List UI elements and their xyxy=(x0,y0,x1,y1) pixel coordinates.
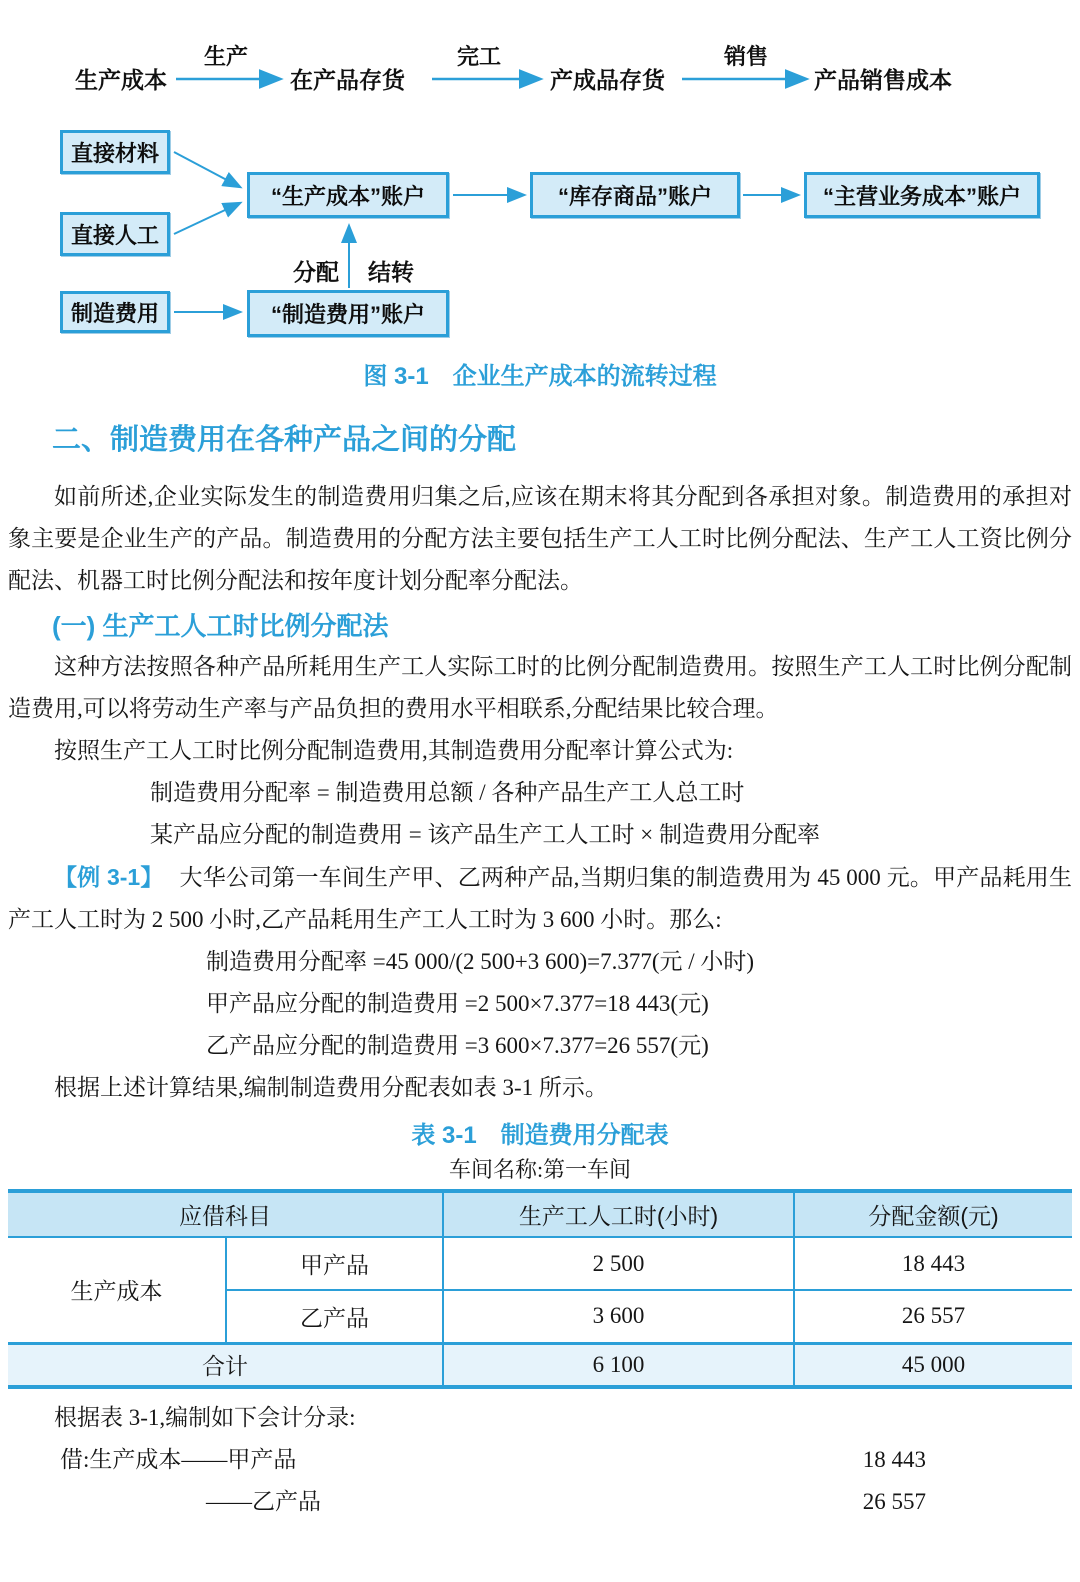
header-allocated-amount: 分配金额(元) xyxy=(794,1191,1072,1237)
formula-allocation-rate: 制造费用分配率 = 制造费用总额 / 各种产品生产工人总工时 xyxy=(150,780,745,805)
formula-product-allocation: 某产品应分配的制造费用 = 该产品生产工人工时 × 制造费用分配率 xyxy=(150,822,820,847)
entry-debit-product-a: 借:生产成本——甲产品 xyxy=(60,1447,297,1472)
flow-node-cost-of-sales: 产品销售成本 xyxy=(814,67,952,93)
cell-amount: 26 557 xyxy=(794,1290,1072,1343)
labor-to-cost-arrow xyxy=(174,203,240,234)
flow-node-finished-goods: 产成品存货 xyxy=(550,67,665,93)
box-direct-labor: 直接人工 xyxy=(60,212,170,256)
calc-product-a: 甲产品应分配的制造费用 =2 500×7.377=18 443(元) xyxy=(206,991,709,1016)
flow-node-production-cost: 生产成本 xyxy=(75,67,167,93)
allocation-table xyxy=(8,1189,1072,1389)
box-inventory-account: “库存商品”账户 xyxy=(530,172,740,218)
label-transfer: 结转 xyxy=(368,259,414,285)
table-header-row xyxy=(8,1191,1072,1237)
calc-product-b: 乙产品应分配的制造费用 =3 600×7.377=26 557(元) xyxy=(206,1033,709,1058)
cell-total-hours: 6 100 xyxy=(443,1343,794,1387)
header-debit-account: 应借科目 xyxy=(8,1191,443,1237)
box-direct-materials: 直接材料 xyxy=(60,130,170,174)
figure-3-1 xyxy=(0,0,1080,352)
cell-product: 甲产品 xyxy=(226,1237,443,1290)
table-row xyxy=(8,1237,1072,1290)
label-allocate: 分配 xyxy=(293,259,339,285)
cell-product: 乙产品 xyxy=(226,1290,443,1343)
materials-to-cost-arrow xyxy=(174,152,240,187)
cell-hours: 2 500 xyxy=(443,1237,794,1290)
box-production-cost-account: “生产成本”账户 xyxy=(247,172,449,218)
box-manufacturing-overhead: 制造费用 xyxy=(60,291,170,333)
paragraph-example xyxy=(8,856,1072,941)
entry-amount-b: 26 557 xyxy=(862,1489,926,1514)
example-tag: 【例 3-1】 xyxy=(54,864,164,890)
header-labor-hours: 生产工人工时(小时) xyxy=(443,1191,794,1237)
flow-node-wip-inventory: 在产品存货 xyxy=(290,67,405,93)
box-main-business-cost-account: “主营业务成本”账户 xyxy=(804,172,1040,218)
paragraph-table-lead: 根据上述计算结果,编制制造费用分配表如表 3-1 所示。 xyxy=(54,1075,608,1100)
paragraph-formula-lead: 按照生产工人工时比例分配制造费用,其制造费用分配率计算公式为: xyxy=(54,738,734,763)
journal-entry-line-1 xyxy=(8,1439,1072,1481)
flow-label-production: 生产 xyxy=(204,44,249,69)
paragraph-intro: 如前所述,企业实际发生的制造费用归集之后,应该在期末将其分配到各承担对象。制造费用的承担对象主要是企业生产的产品。制造费用的分配方法主要包括生产工人工时比例分配法、生产工人工资比例分配法、机器工时比例分配法和按年度计划分配率分配法。 xyxy=(8,484,1072,593)
cell-amount: 18 443 xyxy=(794,1237,1072,1290)
cell-hours: 3 600 xyxy=(443,1290,794,1343)
entry-amount-a: 18 443 xyxy=(862,1447,926,1472)
paragraph-entries-lead: 根据表 3-1,编制如下会计分录: xyxy=(54,1405,356,1430)
journal-entry-line-2 xyxy=(8,1481,1072,1523)
example-text: 大华公司第一车间生产甲、乙两种产品,当期归集的制造费用为 45 000 元。甲产品耗用生产工人工时为 2 500 小时,乙产品耗用生产工人工时为 3 600 小时。那么: xyxy=(8,865,1072,932)
table-total-row xyxy=(8,1343,1072,1387)
cell-group-label: 生产成本 xyxy=(8,1237,226,1343)
table-subcaption: 车间名称:第一车间 xyxy=(448,1157,632,1182)
subsection-heading: (一) 生产工人工时比例分配法 xyxy=(52,611,389,641)
table-caption: 表 3-1 制造费用分配表 xyxy=(411,1122,669,1149)
cell-total-label: 合计 xyxy=(8,1343,443,1387)
flow-label-sale: 销售 xyxy=(724,44,769,69)
calc-allocation-rate: 制造费用分配率 =45 000/(2 500+3 600)=7.377(元 / 小时) xyxy=(206,949,755,974)
box-overhead-account: “制造费用”账户 xyxy=(247,290,449,337)
figure-caption: 图 3-1 企业生产成本的流转过程 xyxy=(363,363,717,390)
flow-label-completion: 完工 xyxy=(457,44,502,69)
cell-total-amount: 45 000 xyxy=(794,1343,1072,1387)
entry-debit-product-b: ——乙产品 xyxy=(206,1489,321,1514)
paragraph-method: 这种方法按照各种产品所耗用生产工人实际工时的比例分配制造费用。按照生产工人工时比例分配制造费用,可以将劳动生产率与产品负担的费用水平相联系,分配结果比较合理。 xyxy=(8,654,1072,721)
section-heading: 二、制造费用在各种产品之间的分配 xyxy=(52,424,517,456)
